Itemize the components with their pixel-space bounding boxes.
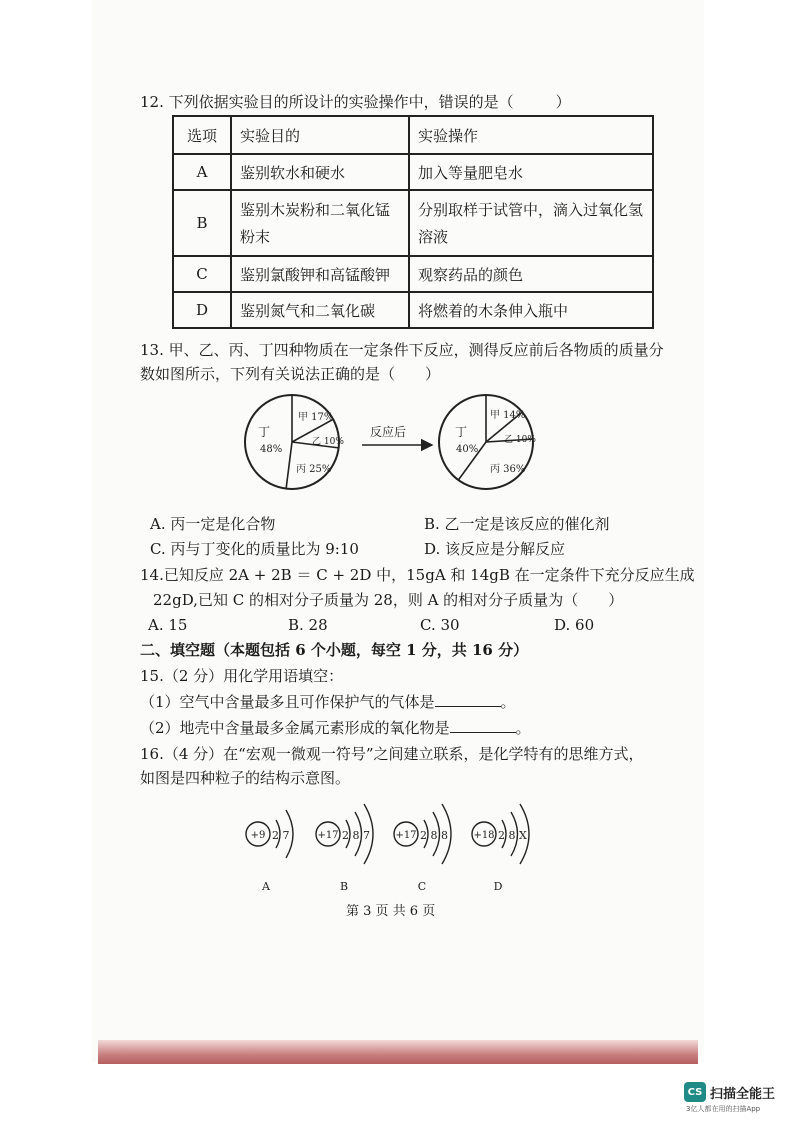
scanner-tagline: 3亿人都在用的扫描App [686,1105,761,1113]
row-goal-line1: 鉴别木炭粉和二氧化锰 [240,201,391,219]
atom-structure-diagrams [236,790,556,898]
q14-option-d: D. 60 [554,616,595,634]
q14-option-c: C. 30 [420,616,460,634]
shells-a: 2 7 [272,829,290,842]
q12-table [172,115,654,329]
arrow-label: 反应后 [370,425,407,439]
nucleus-d: +18 [473,830,495,841]
table-row [173,190,653,256]
q13-line1: 13. 甲、乙、丙、丁四种物质在一定条件下反应，测得反应前后各物质的质量分 [140,341,664,359]
header-goal: 实验目的 [231,116,409,154]
pie-before-label-yi: 乙 10% [312,437,344,447]
q15-part1-end: 。 [500,693,516,711]
header-option: 选项 [173,116,231,154]
row-goal-line2: 粉末 [240,228,271,246]
shells-c: 2 8 8 [420,829,448,842]
pie-before-label-ding: 丁 [258,425,271,439]
q14-line1: 14.已知反应 2A + 2B ＝ C + 2D 中，15gA 和 14gB 在一定条件下充分反应生成 [140,566,695,584]
nucleus-a: +9 [250,830,266,841]
scanner-logo [684,1082,775,1102]
pie-after-label-jia: 甲 14% [490,410,526,421]
q15-part1 [140,692,516,712]
shells-d: 2 8 X [498,829,527,842]
row-operation [409,190,653,256]
pie-after-label-ding-pct: 40% [456,444,479,455]
q15-part2-text: （2）地壳中含量最多金属元素形成的氧化物是 [140,719,450,737]
q16-line1: 16.（4 分）在“宏观一微观一符号”之间建立联系，是化学特有的思维方式， [140,745,644,763]
row-operation-line1: 分别取样于试管中，滴入过氧化氢 [418,201,644,219]
table-row [173,292,653,328]
row-goal: 鉴别氯酸钾和高锰酸钾 [231,256,409,292]
q15-part2 [140,718,531,738]
q13-option-b: B. 乙一定是该反应的催化剂 [424,515,610,533]
q13-option-c: C. 丙与丁变化的质量比为 9:10 [150,540,359,558]
row-goal [231,190,409,256]
page-edge-shadow [98,1040,698,1064]
pie-before-label-jia: 甲 17% [298,412,334,423]
row-goal: 鉴别氮气和二氧化碳 [231,292,409,328]
cs-badge-icon: CS [684,1082,706,1102]
q12-close-paren: ） [555,93,571,111]
q15-stem: 15.（2 分）用化学用语填空： [140,667,344,685]
answer-blank[interactable] [450,718,516,733]
scanner-name: 扫描全能王 [710,1086,776,1102]
atom-label-c: C [417,880,427,893]
q14-line2: 22gD,已知 C 的相对分子质量为 28，则 A 的相对分子质量为（ ） [153,591,624,609]
pie-after-label-ding: 丁 [455,425,468,439]
header-operation: 实验操作 [409,116,653,154]
section-title: 二、填空题（本题包括 6 个小题，每空 1 分，共 16 分） [140,641,529,659]
q13-option-d: D. 该反应是分解反应 [424,540,566,558]
table-row [173,256,653,292]
answer-blank[interactable] [435,692,501,707]
pie-slice-boundary-丁 [286,442,292,489]
pie-after-label-bing: 丙 36% [490,464,526,475]
q13-pie-charts [240,392,560,496]
pie-before-label-ding-pct: 48% [260,444,283,455]
q12-stem-text: 12. 下列依据实验目的所设计的实验操作中，错误的是（ [140,93,514,111]
q14-option-a: A. 15 [148,616,188,634]
pie-after-label-yi: 乙 10% [504,435,536,445]
page-number: 第 3 页 共 6 页 [346,904,436,919]
row-operation-line2: 溶液 [418,228,449,246]
q15-part2-end: 。 [515,719,531,737]
row-option: D [173,292,231,328]
q15-part1-text: （1）空气中含量最多且可作保护气的气体是 [140,693,435,711]
atom-label-a: A [262,880,270,893]
row-option: A [173,154,231,190]
q13-line2: 数如图所示，下列有关说法正确的是（ ） [140,365,441,383]
pie-before-label-bing: 丙 25% [296,464,332,475]
q16-line2: 如图是四种粒子的结构示意图。 [140,769,351,787]
row-option: B [173,190,231,256]
row-option: C [173,256,231,292]
q14-option-b: B. 28 [288,616,328,634]
table-row [173,154,653,190]
shells-b: 2 8 7 [342,829,370,842]
q13-option-a: A. 丙一定是化合物 [150,515,276,533]
atom-label-d: D [493,880,503,893]
nucleus-b: +17 [317,830,339,841]
atom-label-b: B [339,880,349,893]
row-operation: 将燃着的木条伸入瓶中 [409,292,653,328]
row-operation: 加入等量肥皂水 [409,154,653,190]
q12-stem [140,92,571,112]
nucleus-c: +17 [395,830,417,841]
table-header-row [173,116,653,154]
row-operation: 观察药品的颜色 [409,256,653,292]
row-goal: 鉴别软水和硬水 [231,154,409,190]
